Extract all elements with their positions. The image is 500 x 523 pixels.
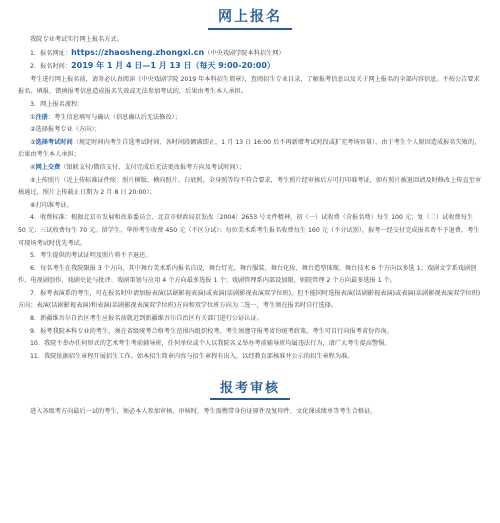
content-body [0, 30, 500, 363]
step-3-text: （规定时间内考生自选考试时间，各时间段额满即止，1 月 13 日 16:00 后不再新增考试时段或扩充考场容量），由于考生个人原因造成报名失败的，后果由考生本人承担； [18, 138, 481, 159]
step-5 [18, 175, 482, 200]
paragraph-9: 9．报考我院本科专业的考生，须在省级统考合格考生范围内组织校考。考生须遵守报考省份统考政策，考生可自行向报考省份咨询。 [30, 327, 393, 335]
step-4-highlight: 网上交费 [35, 163, 61, 171]
footer-body [0, 400, 500, 419]
guidance-paragraph: 考生进行网上报名前，请务必认真阅读《中央戏剧学院 2019 年本科招生简章》，查阅招生专业目录，了解报考信息以及关于网上报名的全部内容信息。不按公告要求报名、填报、错填报考信息造成报名失效或无法参加考试的，后果由考生本人承担。 [18, 75, 480, 96]
step-3-highlight: 选择考试时间 [35, 138, 73, 146]
step-1-text: ：考生信息填写与确认（信息确认后无法修改）； [47, 113, 181, 121]
item-2 [18, 60, 482, 74]
step-1-number: ① [30, 113, 36, 121]
step-1 [18, 112, 482, 125]
step-3 [18, 137, 482, 162]
section-title: 网上报名 [208, 6, 292, 30]
step-4-text: （银联支付/微信支付，支付完成后无法更改报考方向及考试时间）； [60, 163, 245, 171]
item-1-suffix: （中央戏剧学院本科招生网） [204, 49, 285, 57]
step-5-number: ⑤ [30, 176, 36, 184]
item-1-prefix: 1．报名网址： [30, 49, 72, 57]
step-4-number: ④ [30, 163, 36, 171]
title-wrap [0, 0, 500, 30]
step-2-number: ② [30, 126, 36, 134]
item-2-prefix: 2．报名时间： [30, 63, 72, 71]
step-2-text: 选择报考专业（方向）； [35, 126, 101, 134]
registration-url[interactable]: https://zhaosheng.zhongxi.cn [71, 47, 205, 57]
step-3-number: ③ [30, 138, 36, 146]
paragraph-10: 10．我院不举办任何形式的艺术考生考前辅导班，任何单位或个人以我院名义举办考前辅导班均属违法行为，请广大考生提高警惕。 [30, 340, 391, 348]
section-2-title: 报考审核 [210, 377, 290, 400]
step-1-highlight: 注册 [35, 113, 48, 121]
intro-paragraph: 我院专业考试实行网上报名方式。 [30, 36, 123, 43]
step-6 [18, 200, 482, 213]
step-2 [18, 124, 482, 137]
paragraph-11: 11．我院依据招生章程开展招生工作。如本招生简章内容与招生章程有出入，以经教育部核准并公示的招生章程为准。 [30, 352, 354, 360]
step-6-number: ⑥ [30, 201, 36, 209]
fee-paragraph: 4．收费标准：根据北京市发展和改革委员会、北京市财政局京发改〔2004〕2653 号文件精神，初（一）试收费（含报名费）每生 100 元；复（二）试收费每生 50 元；三试收费每生 70 元。留学生、华侨考生收费 450 元（不区分试）；每位美术系考生报名收费每生 160 元（不分试别），报考一经交付完成报名费不予退费。考生可现场考试时优先考试。 [18, 214, 480, 247]
process-heading: 3．网上报名流程： [30, 100, 84, 108]
paragraph-7: 7．报考表演系的考生，可在报名时申请加报表演(话剧影视表演)或表演(话剧影视表演双学位班)，但不能同时选报表演(话剧影视表演)或表演(话剧影视表演双学位班)方向；表演(话剧影视表演)和表演(话剧影视表演双学位班)方向和双学位班方向为二选一，考生须在报名时自行选择。 [18, 289, 481, 310]
step-4 [18, 162, 482, 175]
step-6-text: 打印准考证。 [35, 201, 73, 209]
item-1 [18, 47, 482, 61]
paragraph-5: 5．考生提供的考试证明及照片将不予退还。 [30, 252, 152, 260]
registration-time: 2019 年 1 月 4 日—1 月 13 日（每天 9:00-20:00） [71, 61, 275, 71]
review-paragraph: 进入各级考方向最后一试的考生，须必本人参加审核，审核时，考生需携带身份证原件及复印件、文化课成绩单等考生合格证。 [30, 408, 377, 416]
step-5-text: 上传照片（近上传标准证件照：照片横版、横向照片、白底照、全身照等均不符合要求，考生照片经审核后方可打印准考证，如有照片被退回请及时修改上传直至审核通过，照片上传截止日期为 2 月 8 日 20:00）； [18, 176, 482, 197]
paragraph-6: 6．每名考生在我院限报 3 个方向，其中舞台美术系内报名自设，舞台灯光、舞台服装、舞台化妆、舞台造型体现、舞台技术 6 个方向以多选 1；戏剧文学系戏剧创作、电视剧创作、戏剧史论与批评、戏剧策划与应用 4 个方向最多选报 1 个；戏剧管理系内部设加限，则院管理 2 个方向最多选报 1 个。 [18, 264, 477, 285]
paragraph-8: 8．新疆维吾尔自治区考生应报名前就近到新疆维吾尔自治区有关部门进行公证认证。 [30, 315, 263, 323]
section-2-title-wrap [0, 377, 500, 400]
